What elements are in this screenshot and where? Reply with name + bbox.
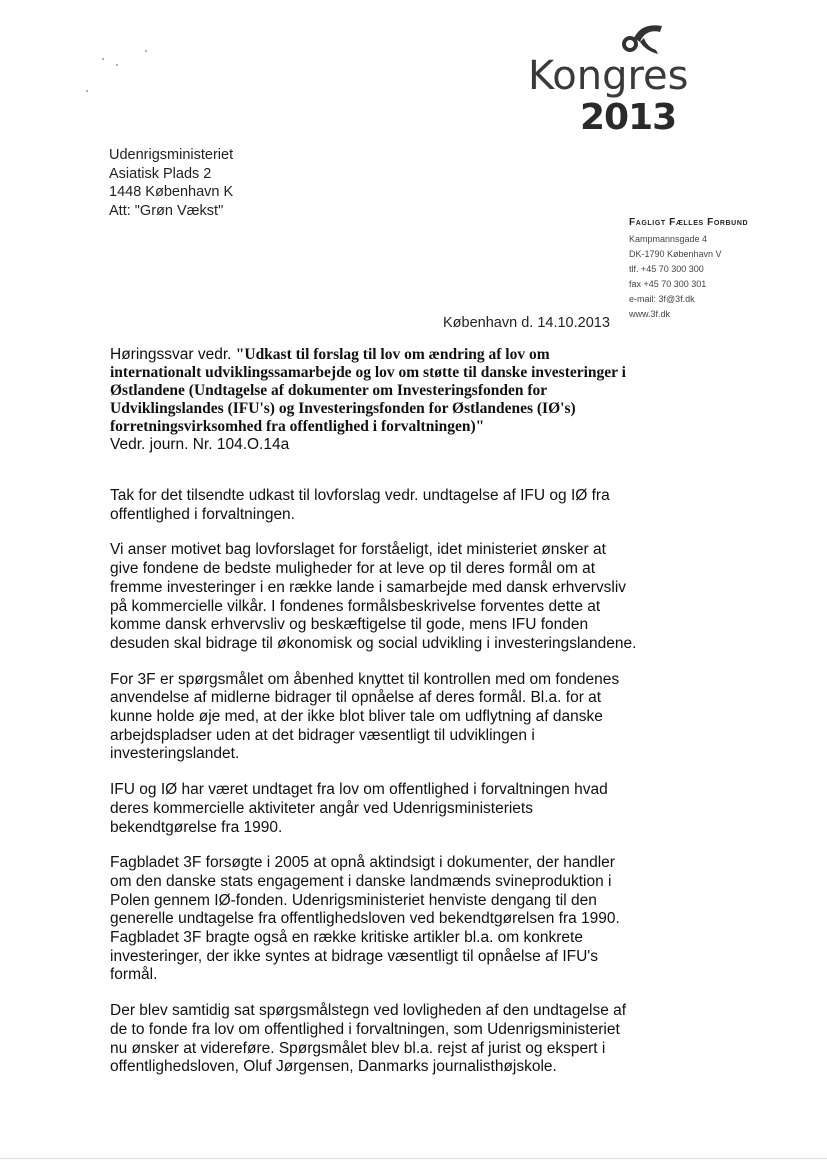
logo-word: Kongres [528, 53, 689, 99]
subject-bold-title: "Udkast til forslag til lov om ændring af lov om internationalt udviklingssamarbejde og lov om støtte til danske investeringer i Østlandene (Undtagelse af dokumenter om Investeringsfonden for Udviklingslandes (IFU's) og Investeringsfonden for Østlandenes (IØ's) forretningsvirksomhed fra offentlighed i forvaltningen)" [110, 346, 626, 435]
text-line: Vi anser motivet bag lovforslaget for forståeligt, idet ministeriet ønsker at [110, 541, 606, 559]
text-line: på kommercielle vilkår. I fondenes formålsbeskrivelse forventes dette at [110, 597, 601, 615]
subject-lead: Høringssvar vedr. [110, 346, 236, 363]
logo-mark-icon [620, 20, 664, 56]
text-line: Tak for det tilsendte udkast til lovforslag vedr. undtagelse af IFU og IØ fra [110, 487, 610, 504]
letter-date: København d. 14.10.2013 [443, 315, 610, 331]
text-line: give fondene de bedste muligheder for at leve op til deres formål om at [110, 560, 596, 578]
paragraph [110, 671, 630, 765]
text-line: formål. [110, 966, 158, 984]
sender-line: DK-1790 København V [629, 249, 722, 259]
sender-line: Kampmannsgade 4 [629, 234, 708, 244]
text-line: Der blev samtidig sat spørgsmålstegn ved lovligheden af den undtagelse af [110, 1002, 627, 1020]
recipient-line: Att: "Grøn Vækst" [109, 202, 224, 219]
sender-line: tlf. +45 70 300 300 [629, 264, 704, 274]
text-line: investeringslandet. [110, 745, 240, 763]
logo-year: 2013 [580, 97, 677, 138]
paragraph [110, 541, 637, 653]
recipient-line: Udenrigsministeriet [109, 147, 234, 163]
text-line: kunne holde øje med, at der ikke blot bliver tale om udflytning af danske [110, 708, 603, 726]
sender-line: fax +45 70 300 301 [629, 279, 707, 289]
text-line: IFU og IØ har været undtaget fra lov om offentlighed i forvaltningen hvad [110, 781, 608, 799]
scan-specks [90, 40, 170, 100]
recipient-line: Asiatisk Plads 2 [109, 165, 212, 182]
text-line: investeringer, der ikke syntes at bidrage væsentligt til opnåelse af IFU's [110, 947, 599, 965]
kongres-logo [524, 20, 694, 138]
text-line: For 3F er spørgsmålet om åbenhed knyttet til kontrollen med om fondenes [110, 670, 620, 688]
page-edge [0, 1158, 827, 1159]
text-line: Fagbladet 3F forsøgte i 2005 at opnå aktindsigt i dokumenter, der handler [110, 854, 615, 872]
paragraph [110, 854, 630, 985]
text-line: bekendtgørelse fra 1990. [110, 818, 283, 836]
text-line: nu ønsker at videreføre. Spørgsmålet blev bl.a. rejst af jurist og ekspert i [110, 1039, 606, 1057]
text-line: desuden skal bidrage til økonomisk og social udvikling i investeringslandene. [110, 634, 637, 652]
text-line: de to fonde fra lov om offentlighed i forvaltningen, som Udenrigsministeriet [110, 1020, 620, 1038]
text-line: om den danske stats engagement i danske landmænds svineproduktion i [110, 872, 612, 890]
text-line: arbejdspladser uden at det bidrager væsentligt til udviklingen i [110, 726, 535, 744]
text-line: Polen gennem IØ-fonden. Udenrigsministeriet henviste dengang til den [110, 891, 597, 909]
journal-number: Vedr. journ. Nr. 104.O.14a [110, 436, 290, 453]
text-line: fremme investeringer i en række lande i samarbejde med dansk erhvervsliv [110, 578, 627, 596]
sender-block [629, 217, 748, 322]
recipient-line: 1448 København K [109, 184, 234, 200]
letter-body [110, 487, 637, 1094]
text-line: generelle undtagelse fra offentlighedsloven ved bekendtgørelsen fra 1990. [110, 910, 620, 928]
text-line: komme dansk erhvervsliv og beskæftigelse til gode, mens IFU fonden [110, 616, 589, 634]
paragraph [110, 1002, 630, 1077]
sender-line: www.3f.dk [629, 309, 671, 319]
sender-name: Fagligt Fælles Forbund [629, 217, 749, 228]
text-line: anvendelse af midlerne bidrager til opnåelse af deres formål. Bl.a. for at [110, 689, 602, 707]
text-line: deres kommercielle aktiviteter angår ved Udenrigsministeriets [110, 799, 533, 817]
subject-title [110, 346, 630, 436]
text-line: Fagbladet 3F bragte også en række kritiske artikler bl.a. om konkrete [110, 929, 583, 947]
recipient-address [109, 146, 233, 220]
sender-line: e-mail: 3f@3f.dk [629, 294, 695, 304]
subject-block [110, 346, 630, 454]
text-line: offentlighedsloven, Oluf Jørgensen, Danmarks journalisthøjskole. [110, 1058, 557, 1076]
paragraph [110, 781, 630, 837]
paragraph [110, 487, 630, 524]
text-line: offentlighed i forvaltningen. [110, 505, 295, 523]
